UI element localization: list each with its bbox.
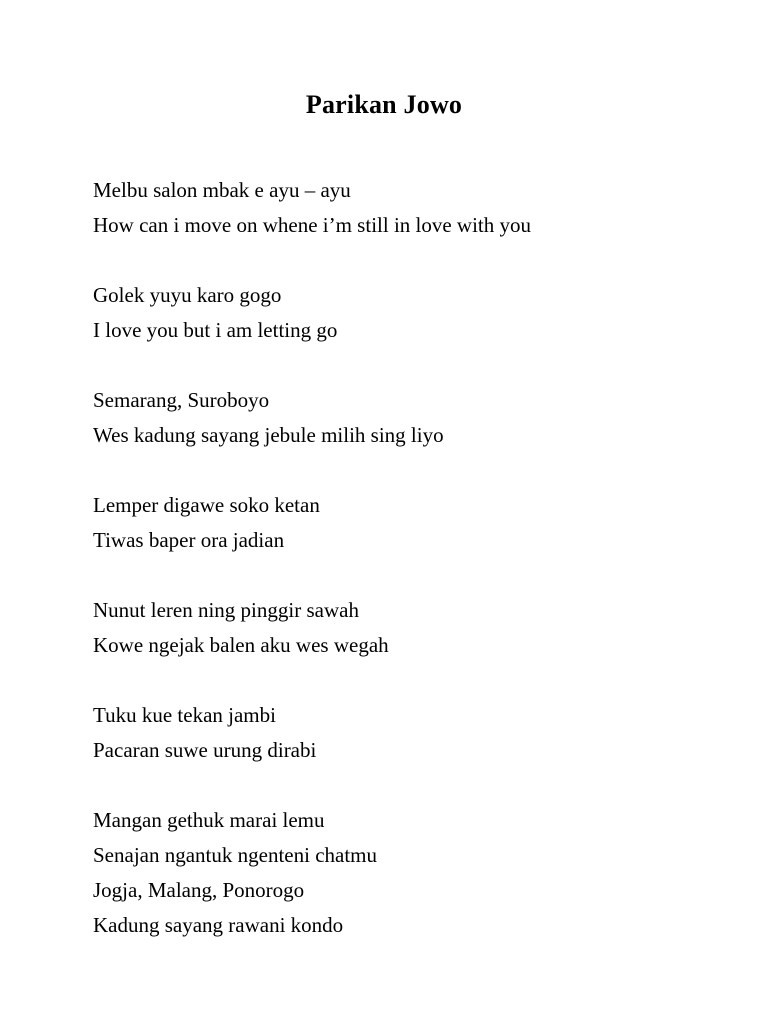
- poem-line: Golek yuyu karo gogo: [93, 283, 282, 307]
- poem-line: How can i move on whene i’m still in love with you: [93, 213, 532, 237]
- page-title: Parikan Jowo: [305, 90, 463, 119]
- stanza: [93, 278, 733, 348]
- poem-line: Senajan ngantuk ngenteni chatmu: [93, 843, 378, 867]
- stanza: [93, 383, 733, 453]
- stanza: [93, 803, 733, 943]
- stanza: [93, 488, 733, 558]
- poem-line: Semarang, Suroboyo: [93, 388, 270, 412]
- poem-line: Kadung sayang rawani kondo: [93, 913, 344, 937]
- poem-line: Nunut leren ning pinggir sawah: [93, 598, 359, 622]
- stanza: [93, 698, 733, 768]
- poem-body: [93, 173, 733, 978]
- poem-line: Melbu salon mbak e ayu – ayu: [93, 178, 351, 202]
- poem-line: Kowe ngejak balen aku wes wegah: [93, 633, 389, 657]
- stanza: [93, 593, 733, 663]
- stanza: [93, 173, 733, 243]
- poem-line: I love you but i am letting go: [93, 318, 338, 342]
- poem-line: Lemper digawe soko ketan: [93, 493, 320, 517]
- poem-line: Mangan gethuk marai lemu: [93, 808, 325, 832]
- poem-line: Tiwas baper ora jadian: [93, 528, 285, 552]
- poem-line: Tuku kue tekan jambi: [93, 703, 276, 727]
- poem-line: Pacaran suwe urung dirabi: [93, 738, 317, 762]
- poem-line: Wes kadung sayang jebule milih sing liyo: [93, 423, 444, 447]
- poem-line: Jogja, Malang, Ponorogo: [93, 878, 305, 902]
